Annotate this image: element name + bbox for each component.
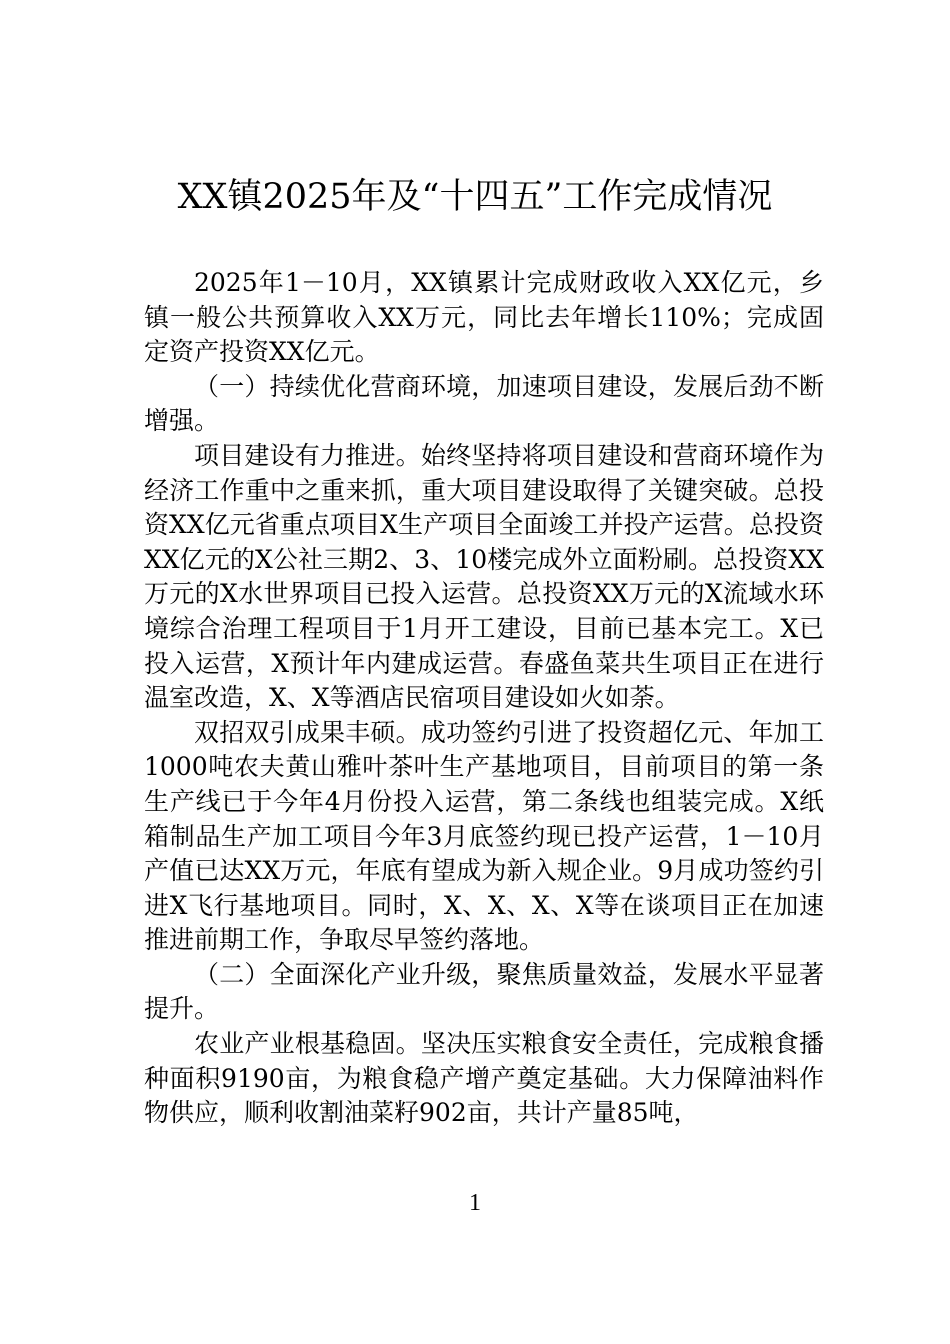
paragraph-project-construction: 项目建设有力推进。始终坚持将项目建设和营商环境作为经济工作重中之重来抓，重大项目建设取得了关键突破。总投资XX亿元省重点项目X生产项目全面竣工并投产运营。总投资XX亿元的X公社三期2、3、10楼完成外立面粉刷。总投资XX万元的X水世界项目已投入运营。总投资XX万元的X流域水环境综合治理工程项目于1月开工建设，目前已基本完工。X已投入运营，X预计年内建成运营。春盛鱼菜共生项目正在进行温室改造，X、X等酒店民宿项目建设如火如荼。	[144, 440, 824, 713]
page-number: 1	[469, 1190, 481, 1216]
paragraph-agriculture: 农业产业根基稳固。坚决压实粮食安全责任，完成粮食播种面积9190亩，为粮食稳产增产奠定基础。大力保障油料作物供应，顺利收割油菜籽902亩，共计产量85吨，	[144, 1029, 824, 1128]
document-title: XX镇2025年及“十四五”工作完成情况	[177, 177, 773, 217]
paragraph-summary: 2025年1－10月，XX镇累计完成财政收入XX亿元，乡镇一般公共预算收入XX万元，同比去年增长110%；完成固定资产投资XX亿元。	[144, 268, 824, 367]
paragraph-section-heading-2: （二）全面深化产业升级，聚焦质量效益，发展水平显著提升。	[144, 959, 824, 1024]
paragraph-investment-attraction: 双招双引成果丰硕。成功签约引进了投资超亿元、年加工1000吨农夫黄山雅叶茶叶生产基地项目，目前项目的第一条生产线已于今年4月份投入运营，第二条线也组装完成。X纸箱制品生产加工项目今年3月底签约现已投产运营，1－10月产值已达XX万元，年底有望成为新入规企业。9月成功签约引进X飞行基地项目。同时，X、X、X、X等在谈项目正在加速推进前期工作，争取尽早签约落地。	[144, 717, 824, 955]
document-body	[144, 266, 824, 1131]
paragraph-section-heading-1: （一）持续优化营商环境，加速项目建设，发展后劲不断增强。	[144, 371, 824, 436]
